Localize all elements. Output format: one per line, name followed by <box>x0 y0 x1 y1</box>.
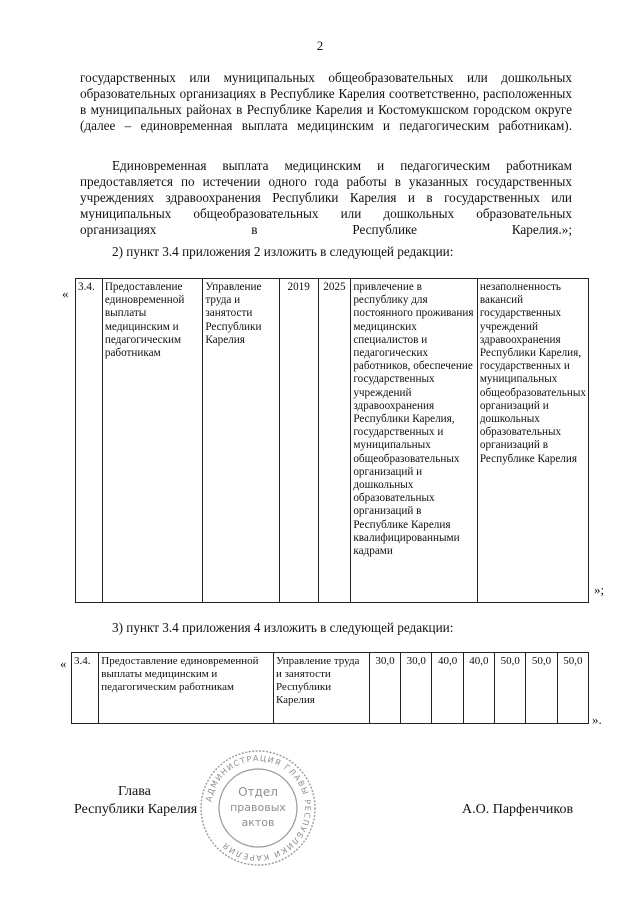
table1-year-start: 2019 <box>287 281 310 293</box>
table2-value: 40,0 <box>469 655 489 667</box>
table2-executor-cell <box>273 653 369 724</box>
table-appendix-2 <box>75 278 589 603</box>
table2-value: 30,0 <box>406 655 426 667</box>
table1-executor: Управление труда и занятости Республики Карелия <box>205 281 262 346</box>
table-row <box>76 279 589 603</box>
table1-year-end-cell <box>318 279 351 603</box>
table1-result: привлечение в республику для постоянного проживания медицинских специалистов и педагогических работников, обеспечение государственных учреждений здравоохранения Республики Карелия, государственных и муниципальных общеобразовательных организаций и дошкольных образовательных организаций в Республике Карелия квалифицированными кадрами <box>353 281 474 558</box>
table2-quote-open: « <box>60 656 67 671</box>
table1-consequences: незаполненность вакансий государственных учреждений здравоохранения Республики Карелия, государственных и муниципальных общеобразовательных организаций и дошкольных образовательных организаций в Республике Карелия <box>479 281 586 465</box>
table1-num-cell <box>76 279 103 603</box>
stamp-seal <box>198 748 318 868</box>
paragraph-item-3: 3) пункт 3.4 приложения 4 изложить в следующей редакции: <box>112 620 454 635</box>
table2-value-cell <box>557 653 588 724</box>
table1-measure-cell <box>102 279 203 603</box>
table2-value: 50,0 <box>531 655 552 667</box>
table1-num: 3.4. <box>78 281 95 293</box>
table1-consequences-cell <box>477 279 588 603</box>
table2-value: 50,0 <box>500 655 520 667</box>
table2-measure: Предоставление единовременной выплаты медицинским и педагогическим работникам <box>101 655 259 693</box>
paragraph-item-2: 2) пункт 3.4 приложения 2 изложить в следующей редакции: <box>112 244 454 259</box>
table2-quote-close: ». <box>592 712 602 727</box>
table2-value-cell <box>369 653 400 724</box>
signature-name: А.О. Парфенчиков <box>462 802 574 817</box>
stamp-ring-text: АДМИНИСТРАЦИЯ ГЛАВЫ РЕСПУБЛИКИ КАРЕЛИЯ <box>204 753 313 863</box>
table-appendix-4 <box>71 652 589 724</box>
table2-executor: Управление труда и занятости Республики Карелия <box>275 655 360 706</box>
table2-value-cell <box>526 653 557 724</box>
stamp-line3: актов <box>241 816 275 829</box>
table2-measure-cell <box>99 653 274 724</box>
table1-quote-open: « <box>62 286 69 301</box>
table2-value-cell <box>432 653 463 724</box>
signature-title-line1: Глава <box>118 784 151 799</box>
table1-year-start-cell <box>279 279 318 603</box>
table2-value: 30,0 <box>375 655 395 667</box>
table2-value: 50,0 <box>563 655 583 667</box>
signature-title-line2: Республики Карелия <box>74 802 198 817</box>
table1-executor-cell <box>203 279 280 603</box>
table2-value-cell <box>401 653 432 724</box>
table2-num: 3.4. <box>74 655 91 667</box>
page-number: 2 <box>316 38 324 53</box>
table2-num-cell <box>72 653 99 724</box>
table2-value-cell <box>463 653 494 724</box>
paragraph-continuation: государственных или муниципальных общеобразовательных или дошкольных образовательных организациях в Республике Карелия соответственно, расположенных в муниципальных районах в Республике Карелия и Костомукшском городском округе (далее – единовременная выплата медицинским и педагогическим работникам). <box>80 70 572 133</box>
table1-result-cell <box>351 279 478 603</box>
table2-value: 40,0 <box>437 655 458 667</box>
stamp-line1: Отдел <box>238 785 278 799</box>
table2-value-cell <box>495 653 526 724</box>
table-row <box>72 653 589 724</box>
table1-quote-close: »; <box>594 582 605 597</box>
table1-measure: Предоставление единовременной выплаты медицинским и педагогическим работникам <box>104 281 185 360</box>
stamp-line2: правовых <box>230 801 286 814</box>
table1-year-end: 2025 <box>323 281 346 293</box>
paragraph-payment: Единовременная выплата медицинским и педагогическим работникам предоставляется по истечении одного года работы в указанных государственных учреждениях здравоохранения Республики Карелия и в государственных или муниципальных общеобразовательных или дошкольных образовательных организациях в Республике Карелия.»; <box>80 158 572 237</box>
